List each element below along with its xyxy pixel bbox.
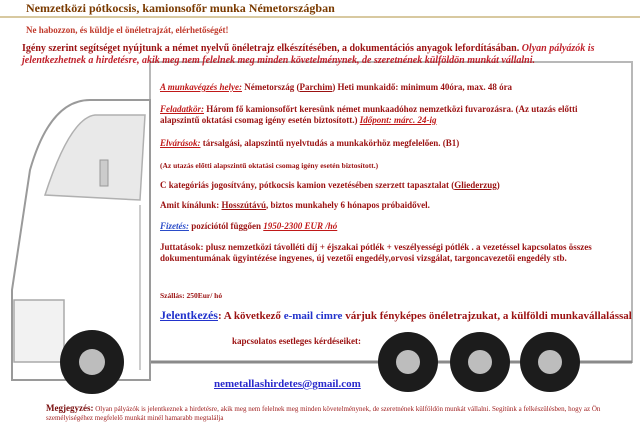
offer-rest: , biztos munkahely 6 hónapos próbaidővel. [266, 200, 430, 210]
task-text: Három fő kamionsofőrt keresünk német munkaadóhoz nemzetközi fuvarozásra. (Az utazás előtti alapszintű oktatási csomag igény esetén biztosított.) [160, 104, 578, 125]
intro-paragraph [22, 43, 618, 67]
intro-text: Igény szerint segítséget nyújtunk a német nyelvű önéletrajz elkészítésében, a dokumentációs anyagok lefordításában. [22, 43, 520, 54]
rear-wheel-1 [378, 332, 438, 392]
apply-row [160, 308, 638, 323]
offer-link[interactable]: Hosszútávú [221, 200, 267, 210]
apply-label: Jelentkezés [160, 308, 218, 322]
workplace-value: Németország ( [244, 82, 300, 92]
license-row [160, 180, 600, 191]
apply-link[interactable]: e-mail cimre [283, 310, 343, 322]
task-date: Időpont: márc. 24-ig [359, 115, 437, 125]
salary-value: 1950-2300 EUR /hó [263, 221, 338, 231]
license-link[interactable]: Gliederzug [454, 180, 497, 190]
requirements-label: Elvárások: [160, 138, 201, 148]
footnote-text: Olyan pályázók is jelentkeznek a hirdetésre, akik meg nem felelnek meg minden követelménynek, de szeretnének külföldön munkát vállalni. Segítünk a felkészülésben, hogy az Ön személyiségéhez megfelelő munkát minél hamarabb megtalálja [46, 405, 601, 422]
front-wheel [60, 330, 124, 394]
salary-text: pozíciótól függően [191, 221, 261, 231]
rear-wheel-3 [520, 332, 580, 392]
rear-wheel-2 [450, 332, 510, 392]
accommodation-text: Szállás: 250Eur/ hó [160, 291, 223, 300]
apply-text2: várjuk fényképes önéletrajzukat, a külföldi munkavállalással [345, 310, 632, 322]
apply-text1: : A következő [217, 310, 281, 322]
workplace-city: Parchim [299, 82, 333, 92]
footnote-label: Megjegyzés: [46, 403, 94, 413]
task-label: Feladatkör: [160, 104, 204, 114]
workplace-hours: ) Heti munkaidő: minimum 40óra, max. 48 óra [332, 82, 513, 92]
cab-grille [14, 300, 64, 362]
benefits-text: Juttatások: plusz nemzetközi távolléti díj + éjszakai pótlék + veszélyességi pótlék . a vezetéssel kapcsolatos összes dokumentumának ügyintézése ingyenes, új vezetői engedély,orvosi vizsgálat, targoncavezetői engedély stb. [160, 242, 592, 263]
license-end: ) [496, 180, 500, 190]
workplace-row [160, 82, 620, 93]
footnote [46, 404, 626, 423]
page-title: Nemzetközi pótkocsis, kamionsofőr munka Németországban [26, 1, 335, 15]
contact-email-link[interactable]: nemetallashirdetes@gmail.com [214, 378, 361, 390]
mirror [100, 160, 108, 186]
requirements-row [160, 138, 615, 149]
offer-label: Amit kínálunk: [160, 200, 220, 210]
offer-row [160, 200, 600, 211]
salary-row [160, 221, 600, 232]
intro-note: Olyan pályázók is jelentkezhetnek a hirdetésre, akik meg nem felelnek meg minden követelménynek, de szeretnének külföldön munkát vállalni. [22, 43, 595, 66]
task-row [160, 104, 615, 126]
salary-label: Fizetés: [160, 221, 189, 231]
title-divider [0, 16, 640, 18]
training-note: (Az utazás előtti alapszintű oktatási csomag igény esetén biztosított.) [160, 161, 379, 170]
subtitle: Ne habozzon, és küldje el önéletrajzát, elérhetőségét! [26, 25, 229, 35]
questions-text: kapcsolatos esetleges kérdéseiket: [232, 336, 361, 346]
license-text: C kategóriás jogosítvány, pótkocsis kamion vezetésében szerzett tapasztalat ( [160, 180, 455, 190]
requirements-text: társalgási, alapszintű nyelvtudás a munkakörhöz megfelelően. (B1) [202, 138, 460, 148]
workplace-label: A munkavégzés helye: [160, 82, 242, 92]
